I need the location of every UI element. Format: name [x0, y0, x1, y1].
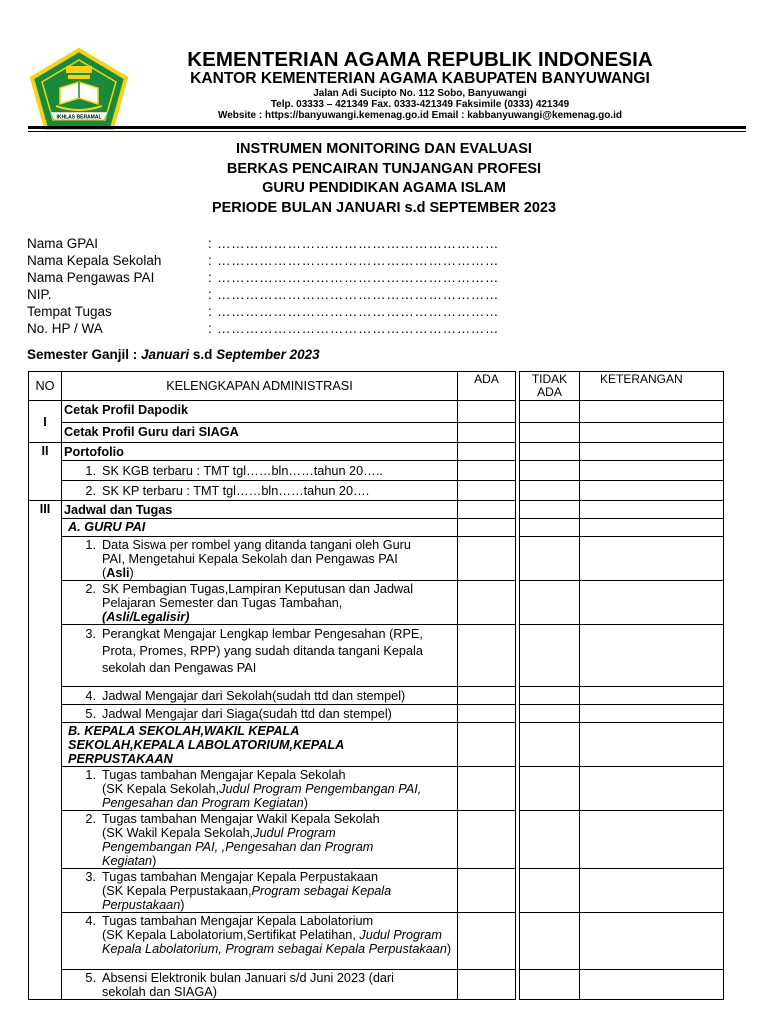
item-text: Perangkat Mengajar Lengkap lembar Pengesahan (RPE, Prota, Promes, RPP) yang sudah ditanda tangani Kepala sekolah dan Pengawas PAI	[102, 627, 423, 675]
ada-cell[interactable]	[458, 687, 516, 705]
ada-cell[interactable]	[458, 443, 516, 461]
row-text	[62, 970, 458, 1000]
semester-mid: s.d	[189, 347, 217, 362]
table-row	[29, 625, 724, 687]
ada-cell[interactable]	[458, 481, 516, 501]
table-row	[29, 501, 724, 519]
logo-motto: IKHLAS BERAMAL	[56, 114, 102, 121]
office-name: KANTOR KEMENTERIAN AGAMA KABUPATEN BANYUWANGI	[190, 70, 650, 87]
tidak-ada-cell[interactable]	[520, 625, 580, 687]
label-nip: NIP.	[27, 287, 52, 302]
keterangan-cell[interactable]	[580, 401, 724, 423]
keterangan-cell[interactable]	[580, 537, 724, 581]
tidak-ada-cell[interactable]	[520, 581, 580, 625]
row-text	[62, 869, 458, 913]
table-row	[29, 869, 724, 913]
item-number: 3.	[85, 870, 96, 884]
item-text: SK Pembagian Tugas,Lampiran Keputusan dan Jadwal Pelajaran Semester dan Tugas Tambahan,	[102, 582, 414, 610]
tidak-ada-cell[interactable]	[520, 519, 580, 537]
keterangan-cell[interactable]	[580, 970, 724, 1000]
table-row	[29, 581, 724, 625]
table-row	[29, 443, 724, 461]
table-row	[29, 401, 724, 423]
tidak-ada-cell[interactable]	[520, 461, 580, 481]
tidak-ada-cell[interactable]	[520, 687, 580, 705]
table-row	[29, 705, 724, 723]
item-text: (SK Wakil Kepala Sekolah,	[102, 826, 254, 840]
tidak-ada-cell[interactable]	[520, 423, 580, 443]
field-nama-pengawas[interactable]: ……………………………………………………	[217, 270, 499, 285]
row-text: A. GURU PAI	[62, 519, 458, 537]
item-number: 2.	[85, 582, 96, 596]
semester-to: September 2023	[216, 347, 320, 362]
item-text: )	[446, 942, 452, 956]
item-number: 3.	[85, 627, 96, 641]
table-row	[29, 537, 724, 581]
keterangan-cell[interactable]	[580, 811, 724, 869]
item-text-italic: Program sebagai Kepala Perpustakaan	[102, 884, 392, 912]
row-number: I	[29, 401, 62, 443]
item-text: Tugas tambahan Mengajar Kepala Sekolah	[102, 768, 346, 782]
header-keterangan: KETERANGAN	[580, 372, 724, 401]
item-number: 4.	[85, 914, 96, 928]
row-text	[62, 687, 458, 705]
row-text: Jadwal dan Tugas	[62, 501, 458, 519]
item-number: 5.	[85, 971, 96, 985]
row-text	[62, 461, 458, 481]
office-website: Website : https://banyuwangi.kemenag.go.id Email : kabbanyuwangi@kemenag.go.id	[217, 110, 623, 121]
item-number: 5.	[85, 707, 96, 721]
ada-cell[interactable]	[458, 705, 516, 723]
table-row	[29, 687, 724, 705]
keterangan-cell[interactable]	[580, 687, 724, 705]
item-text: Tugas tambahan Mengajar Kepala Labolatorium	[102, 914, 374, 928]
tidak-ada-cell[interactable]	[520, 481, 580, 501]
item-number: 1.	[85, 464, 96, 478]
kemenag-logo	[26, 48, 132, 132]
keterangan-cell[interactable]	[580, 443, 724, 461]
ada-cell[interactable]	[458, 913, 516, 970]
letterhead-rule-thin	[28, 131, 746, 132]
item-text: (SK Kepala Perpustakaan,	[102, 884, 252, 898]
field-nip[interactable]: ……………………………………………………	[217, 287, 499, 302]
item-text: (SK Kepala Sekolah,	[102, 782, 220, 796]
ada-cell[interactable]	[458, 501, 516, 519]
item-text: Jadwal Mengajar dari Sekolah(sudah ttd dan stempel)	[102, 689, 406, 703]
ada-cell[interactable]	[458, 811, 516, 869]
item-text: )	[303, 796, 308, 810]
office-address: Jalan Adi Sucipto No. 112 Sobo, Banyuwangi	[313, 88, 527, 99]
item-text: Absensi Elektronik bulan Januari s/d Juni 2023 (dari sekolah dan SIAGA)	[102, 971, 394, 999]
ministry-name: KEMENTERIAN AGAMA REPUBLIK INDONESIA	[187, 48, 653, 71]
tidak-ada-cell[interactable]	[520, 767, 580, 811]
item-text: (SK Kepala Labolatorium,Sertifikat Pelatihan,	[102, 928, 360, 942]
header-kelengkapan: KELENGKAPAN ADMINISTRASI	[62, 372, 458, 401]
colon: :	[208, 236, 212, 251]
table-row	[29, 811, 724, 869]
keterangan-cell[interactable]	[580, 501, 724, 519]
tidak-ada-cell[interactable]	[520, 970, 580, 1000]
label-tempat-tugas: Tempat Tugas	[27, 304, 112, 319]
row-text	[62, 767, 458, 811]
checklist-table	[28, 371, 724, 1000]
doc-title-line4: PERIODE BULAN JANUARI s.d SEPTEMBER 2023	[211, 200, 557, 216]
item-text-bold-italic: (Asli/Legalisir)	[102, 610, 190, 624]
keterangan-cell[interactable]	[580, 625, 724, 687]
colon: :	[208, 287, 212, 302]
field-nama-gpai[interactable]: ……………………………………………………	[217, 236, 499, 251]
table-row	[29, 423, 724, 443]
field-tempat-tugas[interactable]: ……………………………………………………	[217, 304, 499, 319]
keterangan-cell[interactable]	[580, 581, 724, 625]
row-text	[62, 581, 458, 625]
item-number: 2.	[85, 812, 96, 826]
item-text: Tugas tambahan Mengajar Wakil Kepala Sekolah	[102, 812, 380, 826]
item-text: )	[152, 854, 157, 868]
office-phone: Telp. 03333 – 421349 Fax. 0333-421349 Faksimile (0333) 421349	[270, 99, 570, 110]
label-no-hp: No. HP / WA	[27, 321, 103, 336]
row-text: Portofolio	[62, 443, 458, 461]
row-text	[62, 537, 458, 581]
row-text	[62, 625, 458, 687]
item-text-italic: Judul Program Kepala Labolatorium, Program sebagai Kepala Perpustakaan	[102, 928, 447, 956]
ada-cell[interactable]	[458, 423, 516, 443]
table-row	[29, 519, 724, 537]
semester-label: Semester Ganjil :	[27, 347, 142, 362]
keterangan-cell[interactable]	[580, 423, 724, 443]
item-number: 2.	[85, 484, 96, 498]
label-nama-pengawas: Nama Pengawas PAI	[27, 270, 155, 285]
row-number: II	[29, 443, 62, 501]
header-no: NO	[29, 372, 62, 401]
ada-cell[interactable]	[458, 869, 516, 913]
ada-cell[interactable]	[458, 625, 516, 687]
ada-cell[interactable]	[458, 581, 516, 625]
item-text: Jadwal Mengajar dari Siaga(sudah ttd dan stempel)	[102, 707, 392, 721]
row-text	[62, 481, 458, 501]
letterhead-rule-thick	[28, 126, 746, 129]
tidak-ada-cell[interactable]	[520, 913, 580, 970]
row-text: Cetak Profil Dapodik	[62, 401, 458, 423]
item-text: SK KGB terbaru : TMT tgl……bln……tahun 20…..	[102, 464, 383, 478]
keterangan-cell[interactable]	[580, 869, 724, 913]
keterangan-cell[interactable]	[580, 519, 724, 537]
colon: :	[208, 270, 212, 285]
field-nama-kepala-sekolah[interactable]: ……………………………………………………	[217, 253, 499, 268]
semester-line	[27, 347, 320, 362]
tidak-ada-cell[interactable]	[520, 705, 580, 723]
table-row	[29, 481, 724, 501]
field-no-hp[interactable]: ……………………………………………………	[217, 321, 499, 336]
row-text	[62, 705, 458, 723]
item-text-italic: Judul Program Pengembangan PAI, ,Pengesahan dan Program Kegiatan	[102, 826, 374, 868]
doc-title-line3: GURU PENDIDIKAN AGAMA ISLAM	[262, 180, 506, 196]
table-row	[29, 461, 724, 481]
label-nama-gpai: Nama GPAI	[27, 236, 99, 251]
tidak-ada-cell[interactable]	[520, 869, 580, 913]
row-text: Cetak Profil Guru dari SIAGA	[62, 423, 458, 443]
ada-cell[interactable]	[458, 461, 516, 481]
keterangan-cell[interactable]	[580, 481, 724, 501]
keterangan-cell[interactable]	[580, 767, 724, 811]
keterangan-cell[interactable]	[580, 461, 724, 481]
keterangan-cell[interactable]	[580, 723, 724, 767]
row-number: III	[29, 501, 62, 1000]
tidak-ada-cell[interactable]	[520, 443, 580, 461]
tidak-ada-cell[interactable]	[520, 723, 580, 767]
item-text-bold: Asli	[106, 566, 130, 580]
ada-cell[interactable]	[458, 767, 516, 811]
keterangan-cell[interactable]	[580, 705, 724, 723]
item-number: 1.	[85, 768, 96, 782]
tidak-ada-cell[interactable]	[520, 501, 580, 519]
label-nama-kepala-sekolah: Nama Kepala Sekolah	[27, 253, 162, 268]
table-row	[29, 913, 724, 970]
row-text	[62, 811, 458, 869]
row-text	[62, 913, 458, 970]
header-tidak-ada: TIDAK ADA	[520, 372, 580, 401]
colon: :	[208, 253, 212, 268]
item-text-italic: Judul Program Pengembangan PAI, Pengesahan dan Program Kegiatan	[102, 782, 422, 810]
table-row	[29, 723, 724, 767]
row-text: B. KEPALA SEKOLAH,WAKIL KEPALA SEKOLAH,KEPALA LABOLATORIUM,KEPALA PERPUSTAKAAN	[62, 723, 458, 767]
item-text: SK KP terbaru : TMT tgl……bln……tahun 20….	[102, 484, 370, 498]
tidak-ada-cell[interactable]	[520, 811, 580, 869]
item-number: 1.	[85, 538, 96, 552]
item-text: )	[180, 898, 185, 912]
item-text: Tugas tambahan Mengajar Kepala Perpustakaan	[102, 870, 379, 884]
colon: :	[208, 304, 212, 319]
table-row	[29, 767, 724, 811]
table-row	[29, 970, 724, 1000]
doc-title-line1: INSTRUMEN MONITORING DAN EVALUASI	[236, 141, 532, 157]
ada-cell[interactable]	[458, 723, 516, 767]
item-text: Data Siswa per rombel yang ditanda tangani oleh Guru PAI, Mengetahui Kepala Sekolah dan Pengawas PAI (	[102, 538, 411, 580]
ada-cell[interactable]	[458, 401, 516, 423]
colon: :	[208, 321, 212, 336]
tidak-ada-cell[interactable]	[520, 401, 580, 423]
item-text: )	[129, 566, 134, 580]
ada-cell[interactable]	[458, 537, 516, 581]
tidak-ada-cell[interactable]	[520, 537, 580, 581]
header-ada: ADA	[458, 372, 516, 401]
table-header-row	[29, 372, 724, 401]
ada-cell[interactable]	[458, 970, 516, 1000]
doc-title-line2: BERKAS PENCAIRAN TUNJANGAN PROFESI	[226, 161, 542, 177]
keterangan-cell[interactable]	[580, 913, 724, 970]
item-number: 4.	[85, 689, 96, 703]
semester-from: Januari	[141, 347, 190, 362]
ada-cell[interactable]	[458, 519, 516, 537]
